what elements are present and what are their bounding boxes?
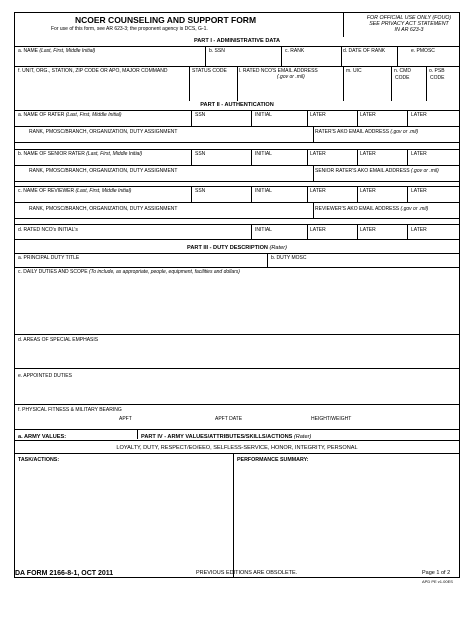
performance-summary-label: PERFORMANCE SUMMARY: (237, 457, 309, 463)
senior-rater-later-label-1: LATER (310, 151, 326, 157)
reviewer-email-label: REVIEWER'S AKO EMAIL ADDRESS (315, 206, 400, 212)
senior-rater-later-label-3: LATER (411, 151, 427, 157)
name-hint: (Last, First, Middle Initial) (39, 48, 96, 54)
rated-later-label-1: LATER (310, 227, 326, 233)
rated-later-label-2: LATER (360, 227, 376, 233)
task-actions-field[interactable] (15, 453, 233, 579)
nco-email-label: l. RATED NCO'S EMAIL ADDRESS (239, 68, 318, 74)
senior-rater-later-label-2: LATER (360, 151, 376, 157)
rater-later-label-3: LATER (411, 112, 427, 118)
fouo-line-3: IN AR 623-3 (394, 27, 424, 33)
task-actions-label: TASK/ACTIONS: (18, 457, 60, 463)
daily-duties-hint: (To include, as appropriate, people, equipment, facilities and dollars) (88, 269, 240, 275)
senior-rater-ssn-label: SSN (195, 151, 206, 157)
rater-ssn-label: SSN (195, 112, 206, 118)
fouo-line-1: FOR OFFICIAL USE ONLY (FOUO) (366, 15, 452, 21)
senior-rater-email-label: SENIOR RATER'S AKO EMAIL ADDRESS (315, 168, 410, 174)
form-subtitle: For use of this form, see AR 623-3; the proponent agency is DCS, G-1. (51, 26, 208, 32)
senior-rater-name-label: b. NAME OF SENIOR RATER (18, 151, 85, 157)
apft-label: APFT (119, 416, 132, 422)
pmosc-label: e. PMOSC (411, 48, 435, 54)
apd-version: APD PE v1.00ES (422, 579, 453, 584)
ncoer-form (14, 12, 460, 578)
rater-email-label: RATER'S AKO EMAIL ADDRESS (315, 129, 390, 135)
rater-email-hint: (.gov or .mil) (390, 129, 419, 135)
appointed-duties-field[interactable] (15, 368, 461, 404)
part4-heading: PART IV - ARMY VALUES/ATTRIBUTES/SKILLS/ACTIONS (141, 434, 293, 440)
fitness-label: f. PHYSICAL FITNESS & MILITARY BEARING (18, 407, 122, 413)
rater-later-label-1: LATER (310, 112, 326, 118)
name-label: a. NAME (18, 48, 39, 54)
ssn-label: b. SSN (209, 48, 225, 54)
principal-duty-label: a. PRINCIPAL DUTY TITLE (18, 255, 80, 261)
status-code-label: STATUS CODE (192, 68, 227, 74)
duty-mosc-label: b. DUTY MOSC (271, 255, 307, 261)
rater-rank-label: RANK, PMOSC/BRANCH, ORGANIZATION, DUTY ASSIGNMENT (29, 129, 178, 135)
senior-rater-name-hint: (Last, First, Middle Initial) (86, 151, 143, 157)
reviewer-rank-label: RANK, PMOSC/BRANCH, ORGANIZATION, DUTY ASSIGNMENT (29, 206, 178, 212)
part3-heading: PART III - DUTY DESCRIPTION (187, 245, 268, 251)
special-emphasis-label: d. AREAS OF SPECIAL EMPHASIS (18, 337, 99, 343)
psb-code-label-1: o. PSB (429, 68, 445, 74)
senior-rater-email-hint: (.gov or .mil) (410, 168, 439, 174)
rater-initial-label: INITIAL (255, 112, 272, 118)
army-values-list: LOYALTY, DUTY, RESPECT/EO/EEO, SELFLESS-SERVICE, HONOR, INTEGRITY, PERSONAL (116, 445, 358, 451)
date-of-rank-label: d. DATE OF RANK (343, 48, 386, 54)
rated-initial-label: INITIAL (255, 227, 272, 233)
cmd-code-label-2: CODE (395, 75, 410, 81)
army-values-label: a. ARMY VALUES: (18, 434, 67, 440)
uic-label: m. UIC (346, 68, 362, 74)
editions-note: PREVIOUS EDITIONS ARE OBSOLETE. (196, 570, 298, 576)
rater-name-hint: (Last, First, Middle Initial) (65, 112, 122, 118)
fouo-line-2: SEE PRIVACY ACT STATEMENT (369, 21, 449, 27)
reviewer-later-label-3: LATER (411, 188, 427, 194)
senior-rater-rank-label: RANK, PMOSC/BRANCH, ORGANIZATION, DUTY ASSIGNMENT (29, 168, 178, 174)
height-weight-label: HEIGHT/WEIGHT (311, 416, 352, 422)
reviewer-later-label-2: LATER (360, 188, 376, 194)
reviewer-name-label: c. NAME OF REVIEWER (18, 188, 75, 194)
rater-later-label-2: LATER (360, 112, 376, 118)
nco-email-hint: (.gov or .mil) (277, 74, 305, 80)
reviewer-email-hint: (.gov or .mil) (400, 206, 429, 212)
daily-duties-field[interactable] (15, 267, 461, 334)
form-title: NCOER COUNSELING AND SUPPORT FORM (75, 15, 257, 25)
part4-heading-hint: (Rater) (293, 434, 312, 440)
part2-heading: PART II - AUTHENTICATION (15, 101, 459, 109)
unit-label: f. UNIT, ORG., STATION, ZIP CODE OR APO, MAJOR COMMAND (18, 68, 168, 74)
rank-label: c. RANK (285, 48, 305, 54)
page-number: Page 1 of 2 (422, 570, 451, 576)
reviewer-ssn-label: SSN (195, 188, 206, 194)
appointed-duties-label: e. APPOINTED DUTIES (18, 373, 72, 379)
rater-name-label: a. NAME OF RATER (18, 112, 65, 118)
reviewer-later-label-1: LATER (310, 188, 326, 194)
senior-rater-initial-label: INITIAL (255, 151, 272, 157)
rated-later-label-3: LATER (411, 227, 427, 233)
cmd-code-label-1: n. CMD (394, 68, 411, 74)
part1-heading: PART I - ADMINISTRATIVE DATA (15, 37, 459, 45)
reviewer-name-hint: (Last, First, Middle Initial) (75, 188, 132, 194)
psb-code-label-2: CODE (430, 75, 445, 81)
daily-duties-label: c. DAILY DUTIES AND SCOPE (18, 269, 88, 275)
rated-initials-label: d. RATED NCO's INITIAL's (18, 227, 78, 233)
part3-heading-hint: (Rater) (269, 245, 287, 251)
reviewer-initial-label: INITIAL (255, 188, 272, 194)
performance-summary-field[interactable] (233, 453, 461, 579)
form-id: DA FORM 2166-8-1, OCT 2011 (15, 570, 114, 577)
apft-date-label: APFT DATE (215, 416, 243, 422)
